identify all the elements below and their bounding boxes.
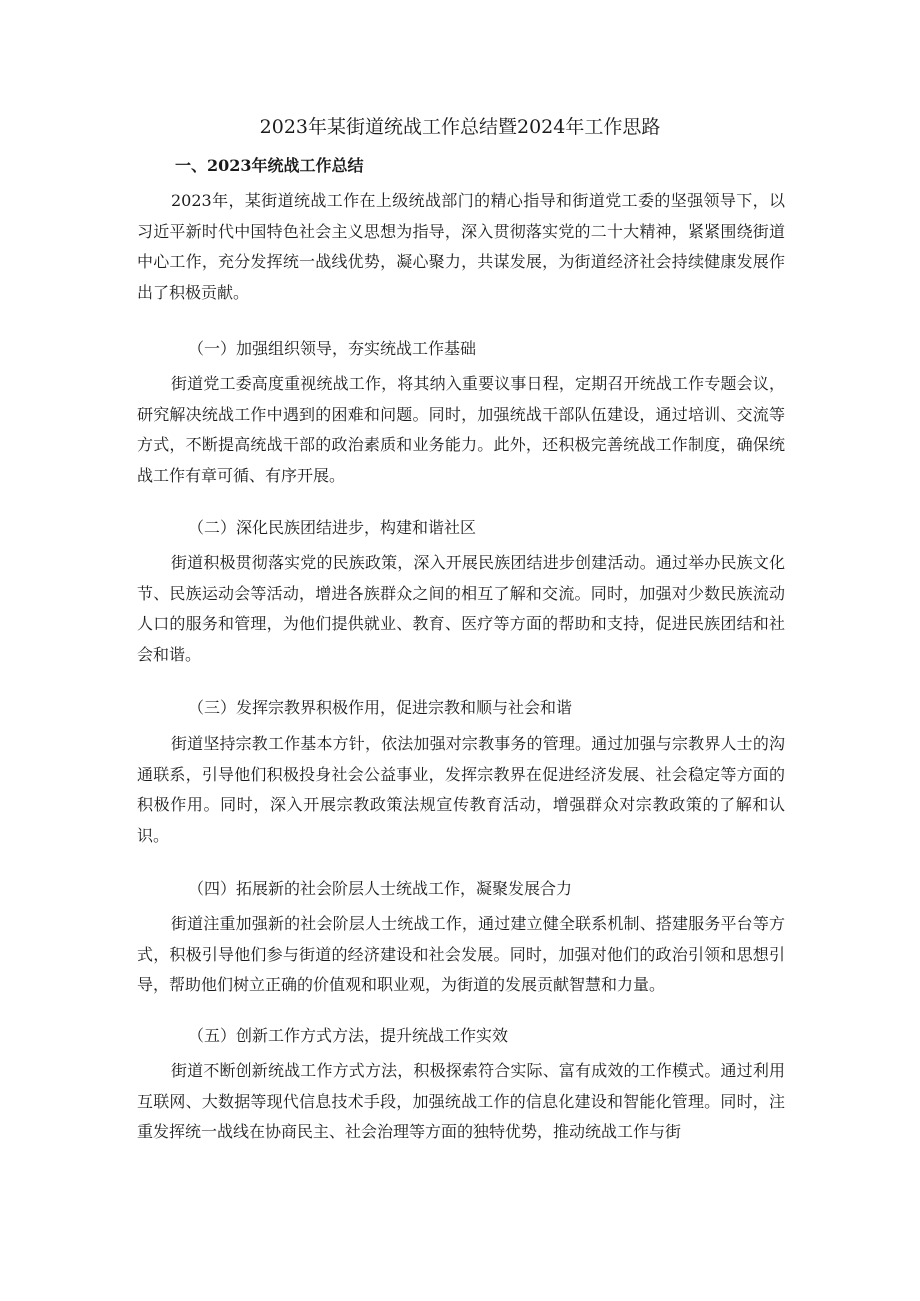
- item-four-body: 街道注重加强新的社会阶层人士统战工作，通过建立健全联系机制、搭建服务平台等方式，积极引导他们参与街道的经济建设和社会发展。同时，加强对他们的政治引领和思想引导，帮助他们树立正确的价值观和职业观，为街道的发展贡献智慧和力量。: [137, 914, 785, 995]
- item-three-body: 街道坚持宗教工作基本方针，依法加强对宗教事务的管理。通过加强与宗教界人士的沟通联系，引导他们积极投身社会公益事业，发挥宗教界在促进经济发展、社会稳定等方面的积极作用。同时，深入开展宗教政策法规宣传教育活动，增强群众对宗教政策的了解和认识。: [137, 734, 785, 845]
- item-five-heading: （五）创新工作方式方法，提升统战工作实效: [188, 1026, 509, 1045]
- item-three-heading: （三）发挥宗教界积极作用，促进宗教和顺与社会和谐: [188, 698, 573, 717]
- intro-paragraph: 2023年，某街道统战工作在上级统战部门的精心指导和街道党工委的坚强领导下，以习近平新时代中国特色社会主义思想为指导，深入贯彻落实党的二十大精神，紧紧围绕街道中心工作，充分发挥统一战线优势，凝心聚力，共谋发展，为街道经济社会持续健康发展作出了积极贡献。: [137, 191, 785, 302]
- document-title: 2023年某街道统战工作总结暨2024年工作思路: [259, 116, 661, 138]
- item-two-body: 街道积极贯彻落实党的民族政策，深入开展民族团结进步创建活动。通过举办民族文化节、民族运动会等活动，增进各族群众之间的相互了解和交流。同时，加强对少数民族流动人口的服务和管理，为他们提供就业、教育、医疗等方面的帮助和支持，促进民族团结和社会和谐。: [137, 553, 785, 664]
- item-one-body: 街道党工委高度重视统战工作，将其纳入重要议事日程，定期召开统战工作专题会议，研究解决统战工作中遇到的困难和问题。同时，加强统战干部队伍建设，通过培训、交流等方式，不断提高统战干部的政治素质和业务能力。此外，还积极完善统战工作制度，确保统战工作有章可循、有序开展。: [137, 374, 785, 485]
- item-one-heading: （一）加强组织领导，夯实统战工作基础: [188, 339, 477, 358]
- section-one-heading: 一、2023年统战工作总结: [175, 156, 364, 175]
- item-five-body: 街道不断创新统战工作方式方法，积极探索符合实际、富有成效的工作模式。通过利用互联网、大数据等现代信息技术手段，加强统战工作的信息化建设和智能化管理。同时，注重发挥统一战线在协商民主、社会治理等方面的独特优势，推动统战工作与街: [137, 1061, 785, 1142]
- item-four-heading: （四）拓展新的社会阶层人士统战工作，凝聚发展合力: [188, 879, 573, 898]
- item-two-heading: （二）深化民族团结进步，构建和谐社区: [188, 518, 477, 537]
